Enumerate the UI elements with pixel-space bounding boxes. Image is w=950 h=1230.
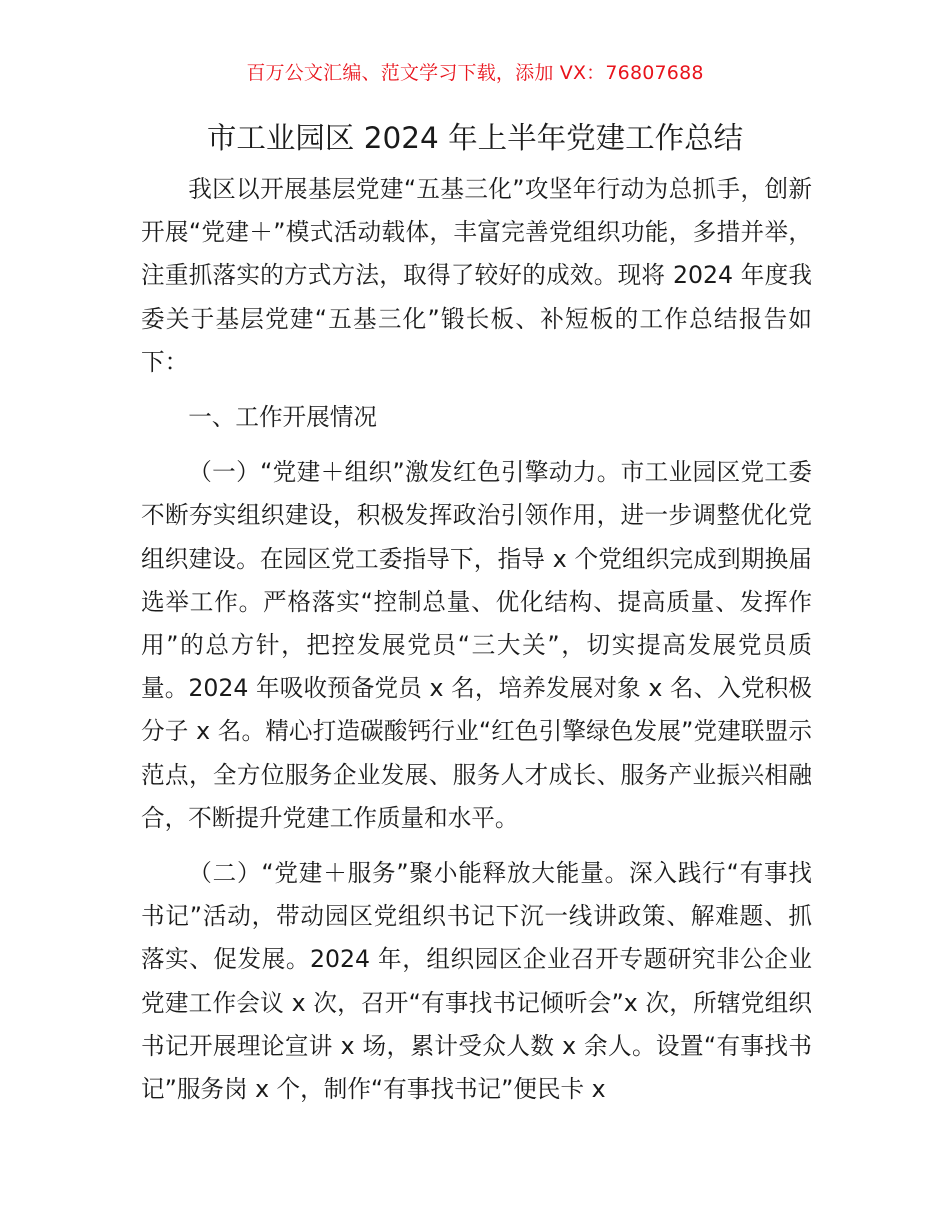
- paragraph-party-service: （二）“党建＋服务”聚小能释放大能量。深入践行“有事找书记”活动，带动园区党组织书记下沉一线讲政策、解难题、抓落实、促发展。2024 年，组织园区企业召开专题研究非公企业党建工作会议 x 次，召开“有事找书记倾听会”x 次，所辖党组织书记开展理论宣讲 x 场，累计受众人数 x 余人。设置“有事找书记”服务岗 x 个，制作“有事找书记”便民卡 x: [141, 859, 812, 1104]
- document-title: 市工业园区 2024 年上半年党建工作总结: [206, 121, 744, 155]
- intro-paragraph: 我区以开展基层党建“五基三化”攻坚年行动为总抓手，创新开展“党建＋”模式活动载体，丰富完善党组织功能，多措并举，注重抓落实的方式方法，取得了较好的成效。现将 2024 年度我委关于基层党建“五基三化”锻长板、补短板的工作总结报告如下：: [141, 175, 812, 376]
- document-body: [141, 168, 812, 1111]
- header-banner: 百万公文汇编、范文学习下载，添加 VX：76807688: [246, 62, 704, 84]
- paragraph-party-organization: （一）“党建＋组织”激发红色引擎动力。市工业园区党工委不断夯实组织建设，积极发挥政治引领作用，进一步调整优化党组织建设。在园区党工委指导下，指导 x 个党组织完成到期换届选举工作。严格落实“控制总量、优化结构、提高质量、发挥作用”的总方针，把控发展党员“三大关”，切实提高发展党员质量。2024 年吸收预备党员 x 名，培养发展对象 x 名、入党积极分子 x 名。精心打造碳酸钙行业“红色引擎绿色发展”党建联盟示范点，全方位服务企业发展、服务人才成长、服务产业振兴相融合，不断提升党建工作质量和水平。: [141, 458, 812, 832]
- section-heading: 一、工作开展情况: [188, 403, 377, 432]
